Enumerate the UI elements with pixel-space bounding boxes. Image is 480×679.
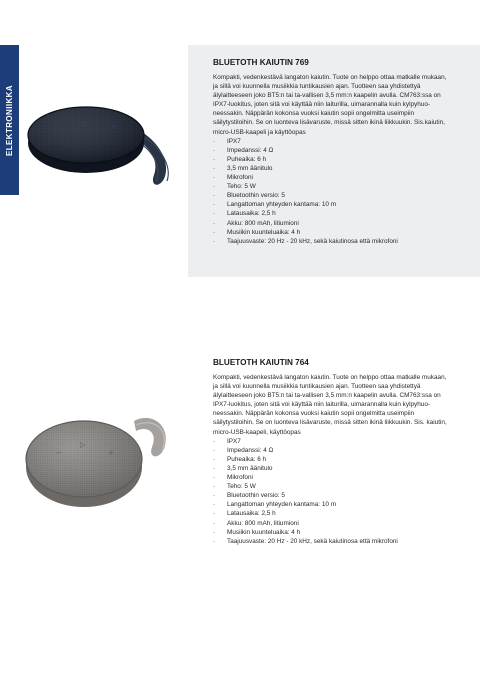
spec-item: · Impedanssi: 4 Ω: [213, 146, 453, 155]
spec-item: · Musiikin kuunteluaika: 4 h: [213, 528, 453, 537]
spec-item: · IPX7: [213, 137, 453, 146]
speaker-image-grey: [22, 381, 186, 531]
spec-item: · Akku: 800 mAh, litiumioni: [213, 519, 453, 528]
side-tab-text: ELEKTRONIIKKA: [5, 84, 15, 156]
spec-item: · Teho: 5 W: [213, 482, 453, 491]
spec-item: · Taajuusvaste: 20 Hz - 20 kHz, sekä kaiutinosa että mikrofoni: [213, 237, 453, 246]
svg-text:▷: ▷: [80, 441, 86, 449]
spec-item: · Impedanssi: 4 Ω: [213, 446, 453, 455]
svg-text:+: +: [112, 124, 118, 131]
spec-item: · Mikrofoni: [213, 473, 453, 482]
product-title: BLUETOTH KAIUTIN 769: [213, 58, 309, 67]
spec-item: · Langattoman yhteyden kantama: 10 m: [213, 500, 453, 509]
spec-item: · Langattoman yhteyden kantama: 10 m: [213, 200, 453, 209]
product-content: [213, 358, 453, 546]
spec-item: · Puheaika: 6 h: [213, 155, 453, 164]
product-description: Kompakti, vedenkestävä langaton kaiutin. Tuote on helppo ottaa matkalle mukaan, ja sillä voi kuunnella musiikkia tuntikausien ajan. Tuotteen saa yhdistettyä älylaitteeseen joko BT5:n tai ta-vallisen 3,5 mm:n kaapelin avulla. CM763:ssa on IPX7-luokitus, joten sitä voi käyttää niin laiturilla, uimarannalla kuin kylpyhuo-neessakin. Näppärän kokonsa vuoksi kaiutin sopii ongelmitta useimpiin säilytystiloihin. Se on luonteva lisävaruste, missä sitten ikinä liikkuukin. Sis. kaiutin, micro-USB-kaapeli, käyttöopas: [213, 374, 447, 436]
spec-item: · 3,5 mm äänitulo: [213, 164, 453, 173]
product-description: Kompakti, vedenkestävä langaton kaiutin. Tuote on helppo ottaa matkalle mukaan, ja sillä voi kuunnella musiikkia tuntikausien ajan. Tuotteen saa yhdistettyä älylaitteeseen joko BT5:n tai ta-vallisen 3,5 mm:n kaapelin avulla. CM763:ssa on IPX7-luokitus, joten sitä voi käyttää niin laiturilla, uimarannalla kuin kylpyhuo-neessakin. Näppärän kokonsa vuoksi kaiutin sopii ongelmitta useimpiin säilytystiloihin. Se on luonteva lisävaruste, missä sitten ikinä liikkuukin. Sis.kaiutin, micro-USB-kaapeli ja käyttöopas: [213, 74, 447, 136]
svg-text:−: −: [56, 124, 62, 131]
product-content: [213, 58, 453, 246]
spec-item: · Bluetoothin versio: 5: [213, 491, 453, 500]
spec-item: · Puheaika: 6 h: [213, 455, 453, 464]
product-card-769: [0, 45, 480, 277]
spec-item: · Latausaika: 2,5 h: [213, 209, 453, 218]
svg-text:−: −: [56, 449, 62, 457]
spec-list: [213, 437, 453, 546]
spec-item: · Latausaika: 2,5 h: [213, 509, 453, 518]
speaker-image-black: [22, 67, 186, 217]
spec-item: · Mikrofoni: [213, 173, 453, 182]
spec-item: · Bluetoothin versio: 5: [213, 191, 453, 200]
svg-text:▷: ▷: [84, 120, 89, 127]
spec-list: [213, 137, 453, 246]
spec-item: · Akku: 800 mAh, litiumioni: [213, 219, 453, 228]
product-card-764: [0, 345, 480, 577]
spec-item: · Teho: 5 W: [213, 182, 453, 191]
spec-item: · IPX7: [213, 437, 453, 446]
spec-item: · 3,5 mm äänitulo: [213, 464, 453, 473]
spec-item: · Taajuusvaste: 20 Hz - 20 kHz, sekä kaiutinosa että mikrofoni: [213, 537, 453, 546]
svg-text:+: +: [108, 449, 114, 457]
spec-item: · Musiikin kuunteluaika: 4 h: [213, 228, 453, 237]
product-title: BLUETOTH KAIUTIN 764: [213, 358, 309, 367]
